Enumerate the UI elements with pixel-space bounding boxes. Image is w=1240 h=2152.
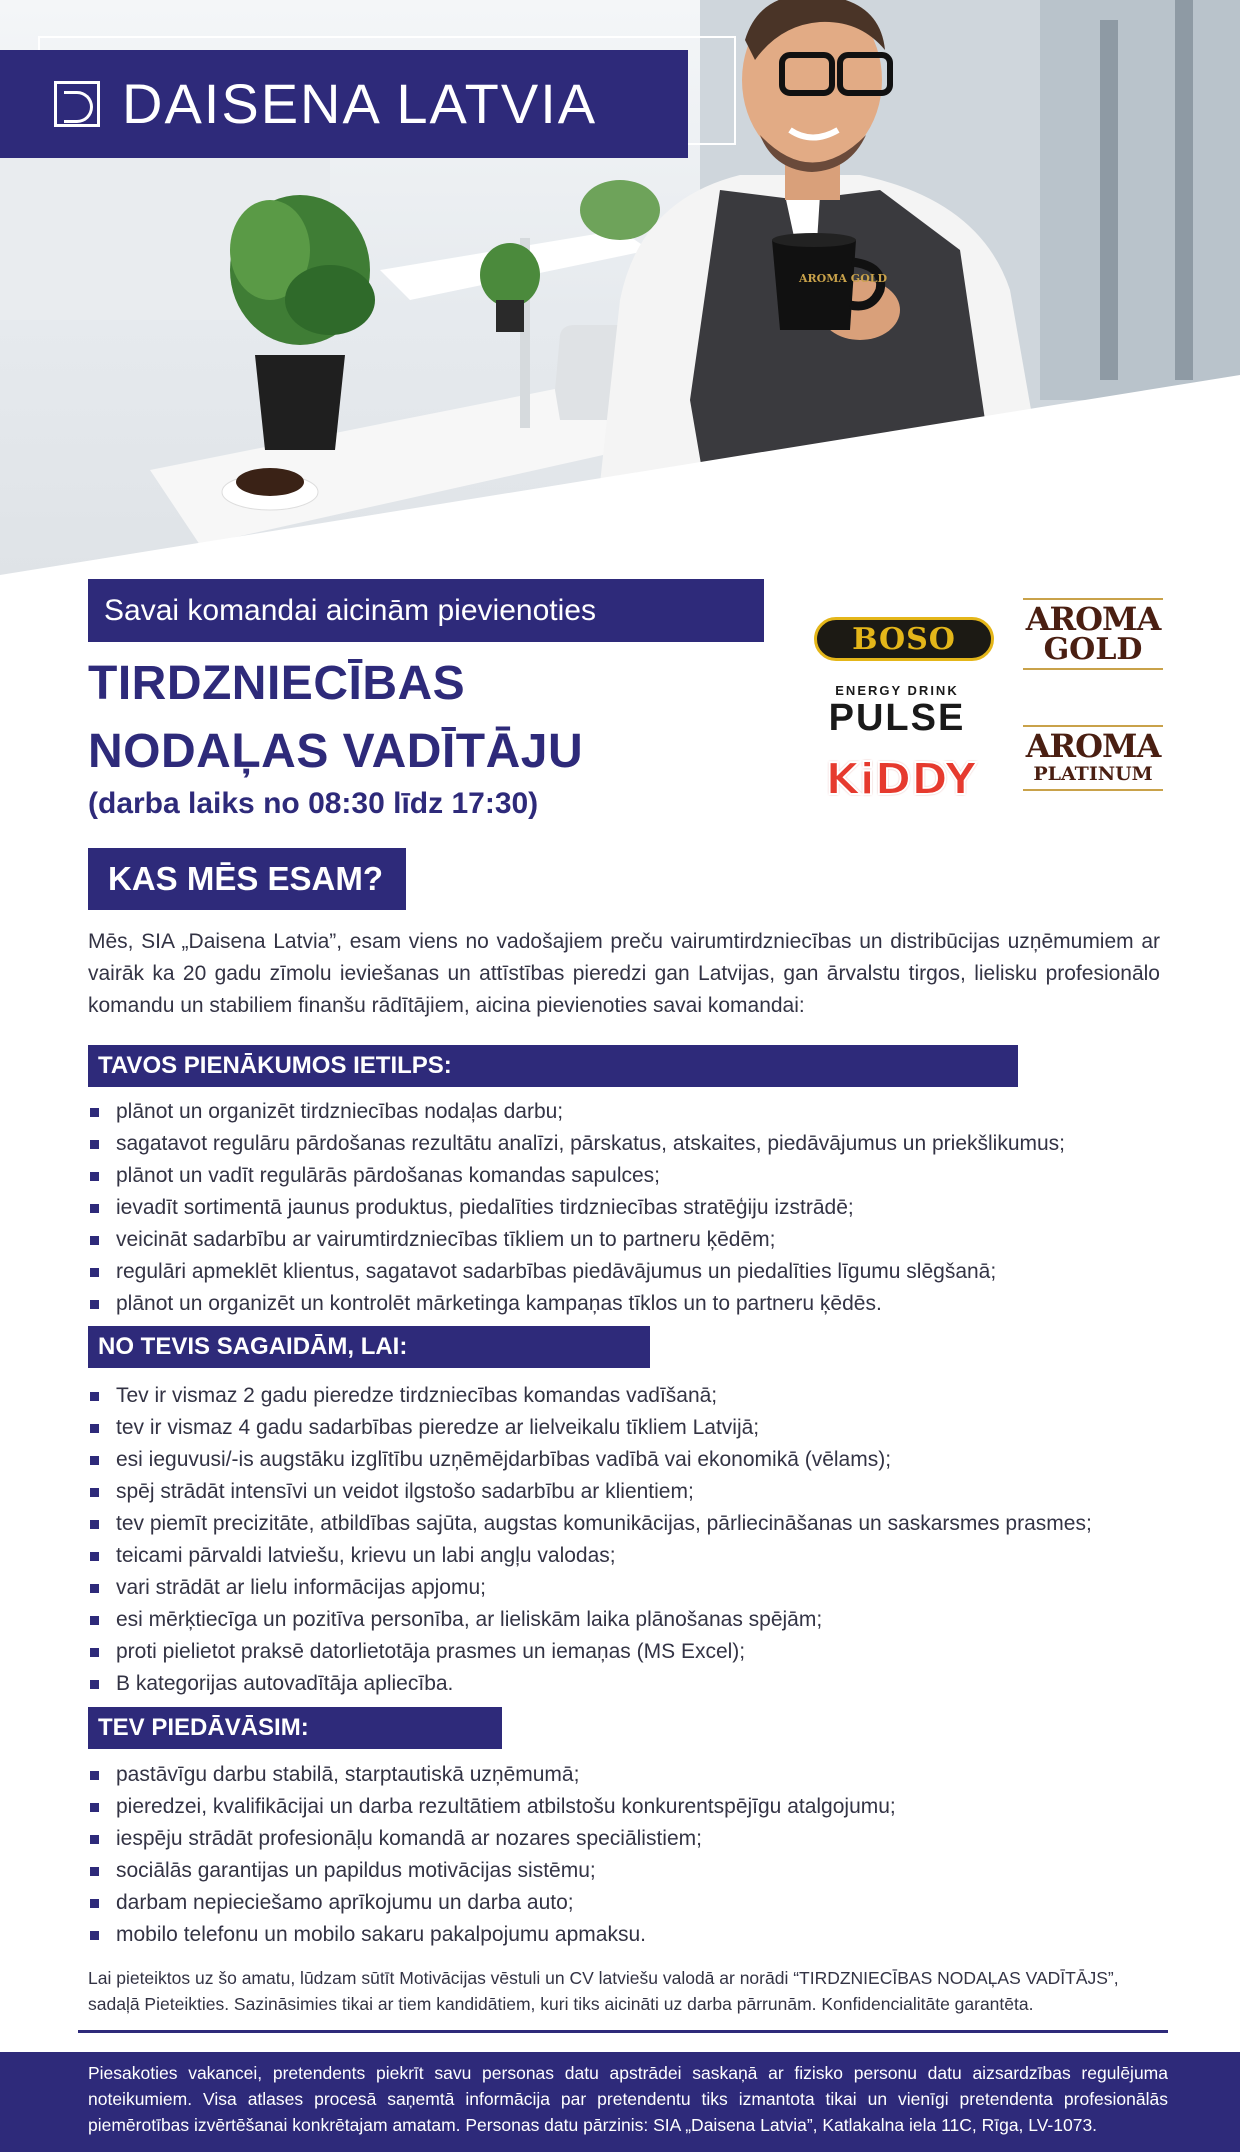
boso-logo-text: BOSO: [852, 621, 956, 657]
cup-brand-label: AROMA GOLD: [799, 272, 888, 285]
list-item: mobilo telefonu un mobilo sakaru pakalpojumu apmaksu.: [88, 1919, 1178, 1951]
list-item: sociālās garantijas un papildus motivācijas sistēmu;: [88, 1855, 1178, 1887]
list-item: veicināt sadarbību ar vairumtirdzniecības tīkliem un to partneru ķēdēm;: [88, 1224, 1178, 1256]
daisena-logo-icon: [54, 81, 100, 127]
list-item: ievadīt sortimentā jaunus produktus, piedalīties tirdzniecības stratēģiju izstrādē;: [88, 1192, 1178, 1224]
job-title: [88, 650, 583, 786]
aroma-platinum-logo: [1018, 722, 1168, 794]
aroma-platinum-rule-bottom: [1023, 789, 1163, 791]
about-heading: KAS MĒS ESAM?: [88, 848, 406, 910]
offer-list: [88, 1759, 1178, 1951]
working-hours: (darba laiks no 08:30 līdz 17:30): [88, 787, 539, 820]
apply-line2: sadaļā Pieteikties. Sazināsimies tikai ar tiem kandidātiem, kuri tiks aicināti uz darba pārrunām. Konfidencialitāte garantēta.: [88, 1994, 1034, 2014]
requirements-heading: NO TEVIS SAGAIDĀM, LAI:: [88, 1326, 650, 1368]
pulse-subtitle: ENERGY DRINK: [835, 683, 959, 698]
pulse-logo: [812, 683, 982, 738]
apply-line1: Lai pieteiktos uz šo amatu, lūdzam sūtīt Motivācijas vēstuli un CV latviešu valodā ar norādi “TIRDZNIECĪBAS NODAĻAS VADĪTĀJS”,: [88, 1968, 1119, 1988]
list-item: plānot un organizēt un kontrolēt mārketinga kampaņas tīklos un to partneru ķēdēs.: [88, 1288, 1178, 1320]
duties-heading: TAVOS PIENĀKUMOS IETILPS:: [88, 1045, 1018, 1087]
list-item: proti pielietot praksē datorlietotāja prasmes un iemaņas (MS Excel);: [88, 1636, 1178, 1668]
about-text: Mēs, SIA „Daisena Latvia”, esam viens no vadošajiem preču vairumtirdzniecības un distribūcijas uzņēmumiem ar vairāk ka 20 gadu zīmolu ieviešanas un attīstības pieredzi gan Latvijas, gan ārvalstu tirgos, lielisku profesionālo komandu un stabiliem finanšu rādītājiem, aicina pievienoties savai komandai:: [88, 930, 1160, 1017]
offer-heading: TEV PIEDĀVĀSIM:: [88, 1707, 502, 1749]
boso-logo: [814, 617, 994, 661]
list-item: regulāri apmeklēt klientus, sagatavot sadarbības piedāvājumus un piedalīties līgumu slēgšanā;: [88, 1256, 1178, 1288]
aroma-gold-bottom: GOLD: [1043, 632, 1143, 667]
kiddy-logo: [822, 749, 980, 809]
aroma-platinum-bottom: PLATINUM: [1033, 763, 1153, 785]
aroma-platinum-top: AROMA: [1025, 727, 1161, 765]
kiddy-logo-text: KiDDY: [825, 753, 977, 805]
list-item: sagatavot regulāru pārdošanas rezultātu analīzi, pārskatus, atskaites, piedāvājumus un priekšlikumus;: [88, 1128, 1178, 1160]
list-item: plānot un vadīt regulārās pārdošanas komandas sapulces;: [88, 1160, 1178, 1192]
aroma-gold-rule-bottom: [1023, 668, 1163, 670]
list-item: darbam nepieciešamo aprīkojumu un darba auto;: [88, 1887, 1178, 1919]
divider: [78, 2030, 1168, 2033]
list-item: iespēju strādāt profesionāļu komandā ar nozares speciālistiem;: [88, 1823, 1178, 1855]
list-item: B kategorijas autovadītāja apliecība.: [88, 1668, 1178, 1700]
hero-banner: [0, 0, 1240, 575]
aroma-gold-top: AROMA: [1025, 600, 1161, 638]
list-item: tev ir vismaz 4 gadu sadarbības pieredze ar lielveikalu tīkliem Latvijā;: [88, 1412, 1178, 1444]
duties-list: [88, 1096, 1178, 1320]
company-logo: [0, 50, 688, 158]
pulse-logo-text: PULSE: [828, 697, 966, 739]
list-item: esi mērķtiecīga un pozitīva personība, ar lieliskām laika plānošanas spējām;: [88, 1604, 1178, 1636]
list-item: esi ieguvusi/-is augstāku izglītību uzņēmējdarbības vadībā vai ekonomikā (vēlams);: [88, 1444, 1178, 1476]
privacy-footer: [0, 2052, 1240, 2152]
list-item: tev piemīt precizitāte, atbildības sajūta, augstas komunikācijas, pārliecināšanas un saskarsmes prasmes;: [88, 1508, 1178, 1540]
apply-instructions: [88, 1965, 1188, 2017]
list-item: pastāvīgu darbu stabilā, starptautiskā uzņēmumā;: [88, 1759, 1178, 1791]
requirements-list: [88, 1380, 1178, 1700]
privacy-text: Piesakoties vakancei, pretendents piekrīt savu personas datu apstrādei saskaņā ar fizisko personu datu aizsardzības regulējuma noteikumiem. Visa atlases procesā saņemtā informācija par pretendentu tiks izmantota tikai un vienīgi pretendenta profesionālās piemērotības izvērtēšanai konkrētajam amatam. Personas datu pārzinis: SIA „Daisena Latvia”, Katlakalna iela 11C, Rīga, LV-1073.: [88, 2063, 1168, 2135]
company-logo-text: DAISENA LATVIA: [122, 72, 598, 135]
job-title-line1: TIRDZNIECĪBAS: [88, 657, 466, 710]
list-item: Tev ir vismaz 2 gadu pieredze tirdzniecības komandas vadīšanā;: [88, 1380, 1178, 1412]
list-item: vari strādāt ar lielu informācijas apjomu;: [88, 1572, 1178, 1604]
list-item: spēj strādāt intensīvi un veidot ilgstošo sadarbību ar klientiem;: [88, 1476, 1178, 1508]
list-item: teicami pārvaldi latviešu, krievu un labi angļu valodas;: [88, 1540, 1178, 1572]
list-item: plānot un organizēt tirdzniecības nodaļas darbu;: [88, 1096, 1178, 1128]
job-title-line2: NODAĻAS VADĪTĀJU: [88, 725, 584, 778]
list-item: pieredzei, kvalifikācijai un darba rezultātiem atbilstošu konkurentspējīgu atalgojumu;: [88, 1791, 1178, 1823]
aroma-gold-logo: [1018, 595, 1168, 673]
invite-banner: Savai komandai aicinām pievienoties: [88, 579, 764, 642]
